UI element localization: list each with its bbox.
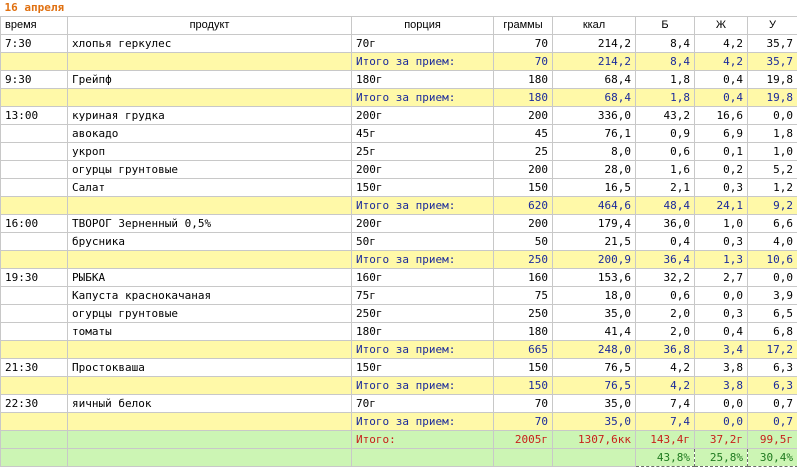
grams-cell[interactable]: 25 bbox=[494, 143, 553, 161]
food-row bbox=[1, 323, 797, 341]
food-row bbox=[1, 71, 797, 89]
subtotal-fat[interactable]: 0,4 bbox=[695, 89, 748, 107]
total-grams[interactable]: 2005г bbox=[494, 431, 553, 449]
product-cell[interactable]: хлопья геркулес bbox=[68, 35, 352, 53]
food-row bbox=[1, 287, 797, 305]
fat-cell[interactable]: 1,0 bbox=[695, 215, 748, 233]
meal-time-cell[interactable]: 7:30 bbox=[1, 35, 68, 53]
subtotal-empty-cell[interactable] bbox=[1, 251, 68, 269]
subtotal-carbs[interactable]: 9,2 bbox=[748, 197, 797, 215]
subtotal-row bbox=[1, 413, 797, 431]
grand-total-row bbox=[1, 431, 797, 449]
protein-cell[interactable]: 2,1 bbox=[636, 179, 695, 197]
food-row bbox=[1, 161, 797, 179]
subtotal-fat[interactable]: 1,3 bbox=[695, 251, 748, 269]
food-row bbox=[1, 359, 797, 377]
col-header-product[interactable]: продукт bbox=[68, 17, 352, 35]
subtotal-protein[interactable]: 7,4 bbox=[636, 413, 695, 431]
subtotal-empty-cell[interactable] bbox=[68, 197, 352, 215]
food-row bbox=[1, 107, 797, 125]
product-cell[interactable]: РЫБКА bbox=[68, 269, 352, 287]
grams-cell[interactable]: 180 bbox=[494, 323, 553, 341]
carbs-cell[interactable]: 0,0 bbox=[748, 107, 797, 125]
portion-cell[interactable]: 200г bbox=[352, 107, 494, 125]
subtotal-empty-cell[interactable] bbox=[68, 251, 352, 269]
meal-time-cell[interactable]: 21:30 bbox=[1, 359, 68, 377]
grams-cell[interactable]: 75 bbox=[494, 287, 553, 305]
portion-cell[interactable]: 25г bbox=[352, 143, 494, 161]
food-row bbox=[1, 215, 797, 233]
food-row bbox=[1, 305, 797, 323]
kcal-cell[interactable]: 68,4 bbox=[553, 71, 636, 89]
subtotal-fat[interactable]: 24,1 bbox=[695, 197, 748, 215]
kcal-cell[interactable]: 18,0 bbox=[553, 287, 636, 305]
subtotal-kcal[interactable]: 248,0 bbox=[553, 341, 636, 359]
product-cell[interactable]: Капуста краснокачаная bbox=[68, 287, 352, 305]
fat-cell[interactable]: 0,0 bbox=[695, 287, 748, 305]
subtotal-kcal[interactable]: 200,9 bbox=[553, 251, 636, 269]
food-row bbox=[1, 179, 797, 197]
subtotal-row bbox=[1, 377, 797, 395]
kcal-cell[interactable]: 8,0 bbox=[553, 143, 636, 161]
food-row bbox=[1, 125, 797, 143]
subtotal-protein[interactable]: 1,8 bbox=[636, 89, 695, 107]
carbs-cell[interactable]: 6,6 bbox=[748, 215, 797, 233]
grams-cell[interactable]: 200 bbox=[494, 161, 553, 179]
protein-cell[interactable]: 8,4 bbox=[636, 35, 695, 53]
grams-cell[interactable]: 150 bbox=[494, 359, 553, 377]
header-row bbox=[1, 17, 797, 35]
subtotal-carbs[interactable]: 35,7 bbox=[748, 53, 797, 71]
carbs-cell[interactable]: 6,3 bbox=[748, 359, 797, 377]
subtotal-grams[interactable]: 150 bbox=[494, 377, 553, 395]
portion-cell[interactable]: 50г bbox=[352, 233, 494, 251]
grams-cell[interactable]: 50 bbox=[494, 233, 553, 251]
date-row bbox=[1, 0, 797, 17]
subtotal-label[interactable]: Итого за прием: bbox=[352, 377, 494, 395]
subtotal-grams[interactable]: 180 bbox=[494, 89, 553, 107]
carbs-cell[interactable]: 19,8 bbox=[748, 71, 797, 89]
meal-time-cell[interactable]: 9:30 bbox=[1, 71, 68, 89]
portion-cell[interactable]: 200г bbox=[352, 215, 494, 233]
carbs-cell[interactable]: 1,2 bbox=[748, 179, 797, 197]
carbs-cell[interactable]: 0,7 bbox=[748, 395, 797, 413]
subtotal-carbs[interactable]: 19,8 bbox=[748, 89, 797, 107]
subtotal-empty-cell[interactable] bbox=[68, 341, 352, 359]
carbs-cell[interactable]: 3,9 bbox=[748, 287, 797, 305]
total-carbs[interactable]: 99,5г bbox=[748, 431, 797, 449]
carbs-cell[interactable]: 5,2 bbox=[748, 161, 797, 179]
subtotal-carbs[interactable]: 0,7 bbox=[748, 413, 797, 431]
fat-cell[interactable]: 0,0 bbox=[695, 395, 748, 413]
subtotal-empty-cell[interactable] bbox=[1, 89, 68, 107]
subtotal-fat[interactable]: 3,4 bbox=[695, 341, 748, 359]
percent-empty-cell[interactable] bbox=[553, 449, 636, 467]
kcal-cell[interactable]: 76,1 bbox=[553, 125, 636, 143]
meal-time-cell[interactable] bbox=[1, 305, 68, 323]
product-cell[interactable]: огурцы грунтовые bbox=[68, 305, 352, 323]
subtotal-empty-cell[interactable] bbox=[1, 341, 68, 359]
percent-empty-cell[interactable] bbox=[1, 449, 68, 467]
meal-time-cell[interactable] bbox=[1, 179, 68, 197]
subtotal-carbs[interactable]: 17,2 bbox=[748, 341, 797, 359]
subtotal-grams[interactable]: 70 bbox=[494, 53, 553, 71]
carbs-cell[interactable]: 0,0 bbox=[748, 269, 797, 287]
col-header-protein[interactable]: Б bbox=[636, 17, 695, 35]
portion-cell[interactable]: 150г bbox=[352, 359, 494, 377]
fat-cell[interactable]: 2,7 bbox=[695, 269, 748, 287]
percent-empty-cell[interactable] bbox=[352, 449, 494, 467]
col-header-carbs[interactable]: У bbox=[748, 17, 797, 35]
subtotal-carbs[interactable]: 10,6 bbox=[748, 251, 797, 269]
meal-time-cell[interactable] bbox=[1, 287, 68, 305]
subtotal-label[interactable]: Итого за прием: bbox=[352, 53, 494, 71]
subtotal-grams[interactable]: 250 bbox=[494, 251, 553, 269]
kcal-cell[interactable]: 214,2 bbox=[553, 35, 636, 53]
meal-time-cell[interactable]: 22:30 bbox=[1, 395, 68, 413]
kcal-cell[interactable]: 179,4 bbox=[553, 215, 636, 233]
subtotal-fat[interactable]: 3,8 bbox=[695, 377, 748, 395]
fat-cell[interactable]: 16,6 bbox=[695, 107, 748, 125]
kcal-cell[interactable]: 28,0 bbox=[553, 161, 636, 179]
subtotal-empty-cell[interactable] bbox=[68, 377, 352, 395]
meal-time-cell[interactable] bbox=[1, 323, 68, 341]
portion-cell[interactable]: 180г bbox=[352, 323, 494, 341]
fat-cell[interactable]: 0,2 bbox=[695, 161, 748, 179]
total-kcal[interactable]: 1307,6кк bbox=[553, 431, 636, 449]
portion-cell[interactable]: 75г bbox=[352, 287, 494, 305]
subtotal-empty-cell[interactable] bbox=[1, 413, 68, 431]
fat-cell[interactable]: 0,4 bbox=[695, 71, 748, 89]
total-empty-cell[interactable] bbox=[68, 431, 352, 449]
protein-cell[interactable]: 0,4 bbox=[636, 233, 695, 251]
subtotal-label[interactable]: Итого за прием: bbox=[352, 197, 494, 215]
product-cell[interactable]: куриная грудка bbox=[68, 107, 352, 125]
subtotal-protein[interactable]: 8,4 bbox=[636, 53, 695, 71]
fat-cell[interactable]: 0,4 bbox=[695, 323, 748, 341]
fat-cell[interactable]: 0,3 bbox=[695, 305, 748, 323]
percent-empty-cell[interactable] bbox=[494, 449, 553, 467]
kcal-cell[interactable]: 336,0 bbox=[553, 107, 636, 125]
protein-cell[interactable]: 1,6 bbox=[636, 161, 695, 179]
grams-cell[interactable]: 180 bbox=[494, 71, 553, 89]
protein-cell[interactable]: 0,6 bbox=[636, 143, 695, 161]
kcal-cell[interactable]: 153,6 bbox=[553, 269, 636, 287]
subtotal-empty-cell[interactable] bbox=[1, 377, 68, 395]
subtotal-empty-cell[interactable] bbox=[1, 197, 68, 215]
carbs-cell[interactable]: 35,7 bbox=[748, 35, 797, 53]
subtotal-protein[interactable]: 36,8 bbox=[636, 341, 695, 359]
grams-cell[interactable]: 45 bbox=[494, 125, 553, 143]
col-header-portion[interactable]: порция bbox=[352, 17, 494, 35]
subtotal-label[interactable]: Итого за прием: bbox=[352, 341, 494, 359]
protein-cell[interactable]: 2,0 bbox=[636, 305, 695, 323]
subtotal-label[interactable]: Итого за прием: bbox=[352, 413, 494, 431]
portion-cell[interactable]: 45г bbox=[352, 125, 494, 143]
protein-cell[interactable]: 2,0 bbox=[636, 323, 695, 341]
carbs-cell[interactable]: 6,8 bbox=[748, 323, 797, 341]
protein-cell[interactable]: 1,8 bbox=[636, 71, 695, 89]
subtotal-carbs[interactable]: 6,3 bbox=[748, 377, 797, 395]
meal-time-cell[interactable] bbox=[1, 143, 68, 161]
subtotal-grams[interactable]: 665 bbox=[494, 341, 553, 359]
percent-protein[interactable]: 43,8% bbox=[636, 449, 695, 467]
meal-time-cell[interactable]: 13:00 bbox=[1, 107, 68, 125]
total-fat[interactable]: 37,2г bbox=[695, 431, 748, 449]
fat-cell[interactable]: 4,2 bbox=[695, 35, 748, 53]
kcal-cell[interactable]: 35,0 bbox=[553, 305, 636, 323]
col-header-fat[interactable]: Ж bbox=[695, 17, 748, 35]
grams-cell[interactable]: 70 bbox=[494, 35, 553, 53]
protein-cell[interactable]: 36,0 bbox=[636, 215, 695, 233]
food-row bbox=[1, 143, 797, 161]
subtotal-row bbox=[1, 197, 797, 215]
carbs-cell[interactable]: 4,0 bbox=[748, 233, 797, 251]
subtotal-row bbox=[1, 341, 797, 359]
grams-cell[interactable]: 150 bbox=[494, 179, 553, 197]
fat-cell[interactable]: 0,3 bbox=[695, 179, 748, 197]
subtotal-protein[interactable]: 4,2 bbox=[636, 377, 695, 395]
col-header-time[interactable]: время bbox=[1, 17, 68, 35]
percent-carbs[interactable]: 30,4% bbox=[748, 449, 797, 467]
percent-fat[interactable]: 25,8% bbox=[695, 449, 748, 467]
product-cell[interactable]: Салат bbox=[68, 179, 352, 197]
meal-time-cell[interactable]: 19:30 bbox=[1, 269, 68, 287]
protein-cell[interactable]: 43,2 bbox=[636, 107, 695, 125]
fat-cell[interactable]: 0,3 bbox=[695, 233, 748, 251]
portion-cell[interactable]: 200г bbox=[352, 161, 494, 179]
fat-cell[interactable]: 0,1 bbox=[695, 143, 748, 161]
percent-row bbox=[1, 449, 797, 467]
portion-cell[interactable]: 70г bbox=[352, 395, 494, 413]
subtotal-row bbox=[1, 89, 797, 107]
subtotal-empty-cell[interactable] bbox=[68, 89, 352, 107]
subtotal-kcal[interactable]: 214,2 bbox=[553, 53, 636, 71]
subtotal-empty-cell[interactable] bbox=[68, 53, 352, 71]
grams-cell[interactable]: 200 bbox=[494, 215, 553, 233]
subtotal-protein[interactable]: 48,4 bbox=[636, 197, 695, 215]
subtotal-row bbox=[1, 251, 797, 269]
protein-cell[interactable]: 7,4 bbox=[636, 395, 695, 413]
fat-cell[interactable]: 6,9 bbox=[695, 125, 748, 143]
subtotal-row bbox=[1, 53, 797, 71]
meal-time-cell[interactable] bbox=[1, 125, 68, 143]
subtotal-label[interactable]: Итого за прием: bbox=[352, 89, 494, 107]
col-header-grams[interactable]: граммы bbox=[494, 17, 553, 35]
fat-cell[interactable]: 3,8 bbox=[695, 359, 748, 377]
kcal-cell[interactable]: 35,0 bbox=[553, 395, 636, 413]
food-row bbox=[1, 35, 797, 53]
carbs-cell[interactable]: 6,5 bbox=[748, 305, 797, 323]
grams-cell[interactable]: 70 bbox=[494, 395, 553, 413]
subtotal-kcal[interactable]: 464,6 bbox=[553, 197, 636, 215]
food-row bbox=[1, 233, 797, 251]
product-cell[interactable]: Простокваша bbox=[68, 359, 352, 377]
kcal-cell[interactable]: 41,4 bbox=[553, 323, 636, 341]
meal-time-cell[interactable]: 16:00 bbox=[1, 215, 68, 233]
product-cell[interactable]: Грейпф bbox=[68, 71, 352, 89]
carbs-cell[interactable]: 1,0 bbox=[748, 143, 797, 161]
meal-time-cell[interactable] bbox=[1, 233, 68, 251]
total-protein[interactable]: 143,4г bbox=[636, 431, 695, 449]
subtotal-fat[interactable]: 4,2 bbox=[695, 53, 748, 71]
subtotal-empty-cell[interactable] bbox=[1, 53, 68, 71]
portion-cell[interactable]: 70г bbox=[352, 35, 494, 53]
product-cell[interactable]: авокадо bbox=[68, 125, 352, 143]
portion-cell[interactable]: 150г bbox=[352, 179, 494, 197]
portion-cell[interactable]: 250г bbox=[352, 305, 494, 323]
subtotal-kcal[interactable]: 76,5 bbox=[553, 377, 636, 395]
subtotal-label[interactable]: Итого за прием: bbox=[352, 251, 494, 269]
grams-cell[interactable]: 250 bbox=[494, 305, 553, 323]
subtotal-empty-cell[interactable] bbox=[68, 413, 352, 431]
grams-cell[interactable]: 200 bbox=[494, 107, 553, 125]
product-cell[interactable]: томаты bbox=[68, 323, 352, 341]
total-empty-cell[interactable] bbox=[1, 431, 68, 449]
food-row bbox=[1, 395, 797, 413]
food-row bbox=[1, 269, 797, 287]
subtotal-grams[interactable]: 70 bbox=[494, 413, 553, 431]
product-cell[interactable]: брусника bbox=[68, 233, 352, 251]
subtotal-protein[interactable]: 36,4 bbox=[636, 251, 695, 269]
protein-cell[interactable]: 0,6 bbox=[636, 287, 695, 305]
protein-cell[interactable]: 32,2 bbox=[636, 269, 695, 287]
kcal-cell[interactable]: 76,5 bbox=[553, 359, 636, 377]
percent-empty-cell[interactable] bbox=[68, 449, 352, 467]
portion-cell[interactable]: 160г bbox=[352, 269, 494, 287]
subtotal-kcal[interactable]: 68,4 bbox=[553, 89, 636, 107]
meal-time-cell[interactable] bbox=[1, 161, 68, 179]
date-title[interactable]: 16 апреля bbox=[4, 1, 65, 14]
subtotal-grams[interactable]: 620 bbox=[494, 197, 553, 215]
product-cell[interactable]: укроп bbox=[68, 143, 352, 161]
protein-cell[interactable]: 0,9 bbox=[636, 125, 695, 143]
kcal-cell[interactable]: 21,5 bbox=[553, 233, 636, 251]
col-header-kcal[interactable]: ккал bbox=[553, 17, 636, 35]
carbs-cell[interactable]: 1,8 bbox=[748, 125, 797, 143]
product-cell[interactable]: ТВОРОГ Зерненный 0,5% bbox=[68, 215, 352, 233]
protein-cell[interactable]: 4,2 bbox=[636, 359, 695, 377]
kcal-cell[interactable]: 16,5 bbox=[553, 179, 636, 197]
total-label[interactable]: Итого: bbox=[352, 431, 494, 449]
product-cell[interactable]: яичный белок bbox=[68, 395, 352, 413]
portion-cell[interactable]: 180г bbox=[352, 71, 494, 89]
subtotal-fat[interactable]: 0,0 bbox=[695, 413, 748, 431]
subtotal-kcal[interactable]: 35,0 bbox=[553, 413, 636, 431]
product-cell[interactable]: огурцы грунтовые bbox=[68, 161, 352, 179]
grams-cell[interactable]: 160 bbox=[494, 269, 553, 287]
